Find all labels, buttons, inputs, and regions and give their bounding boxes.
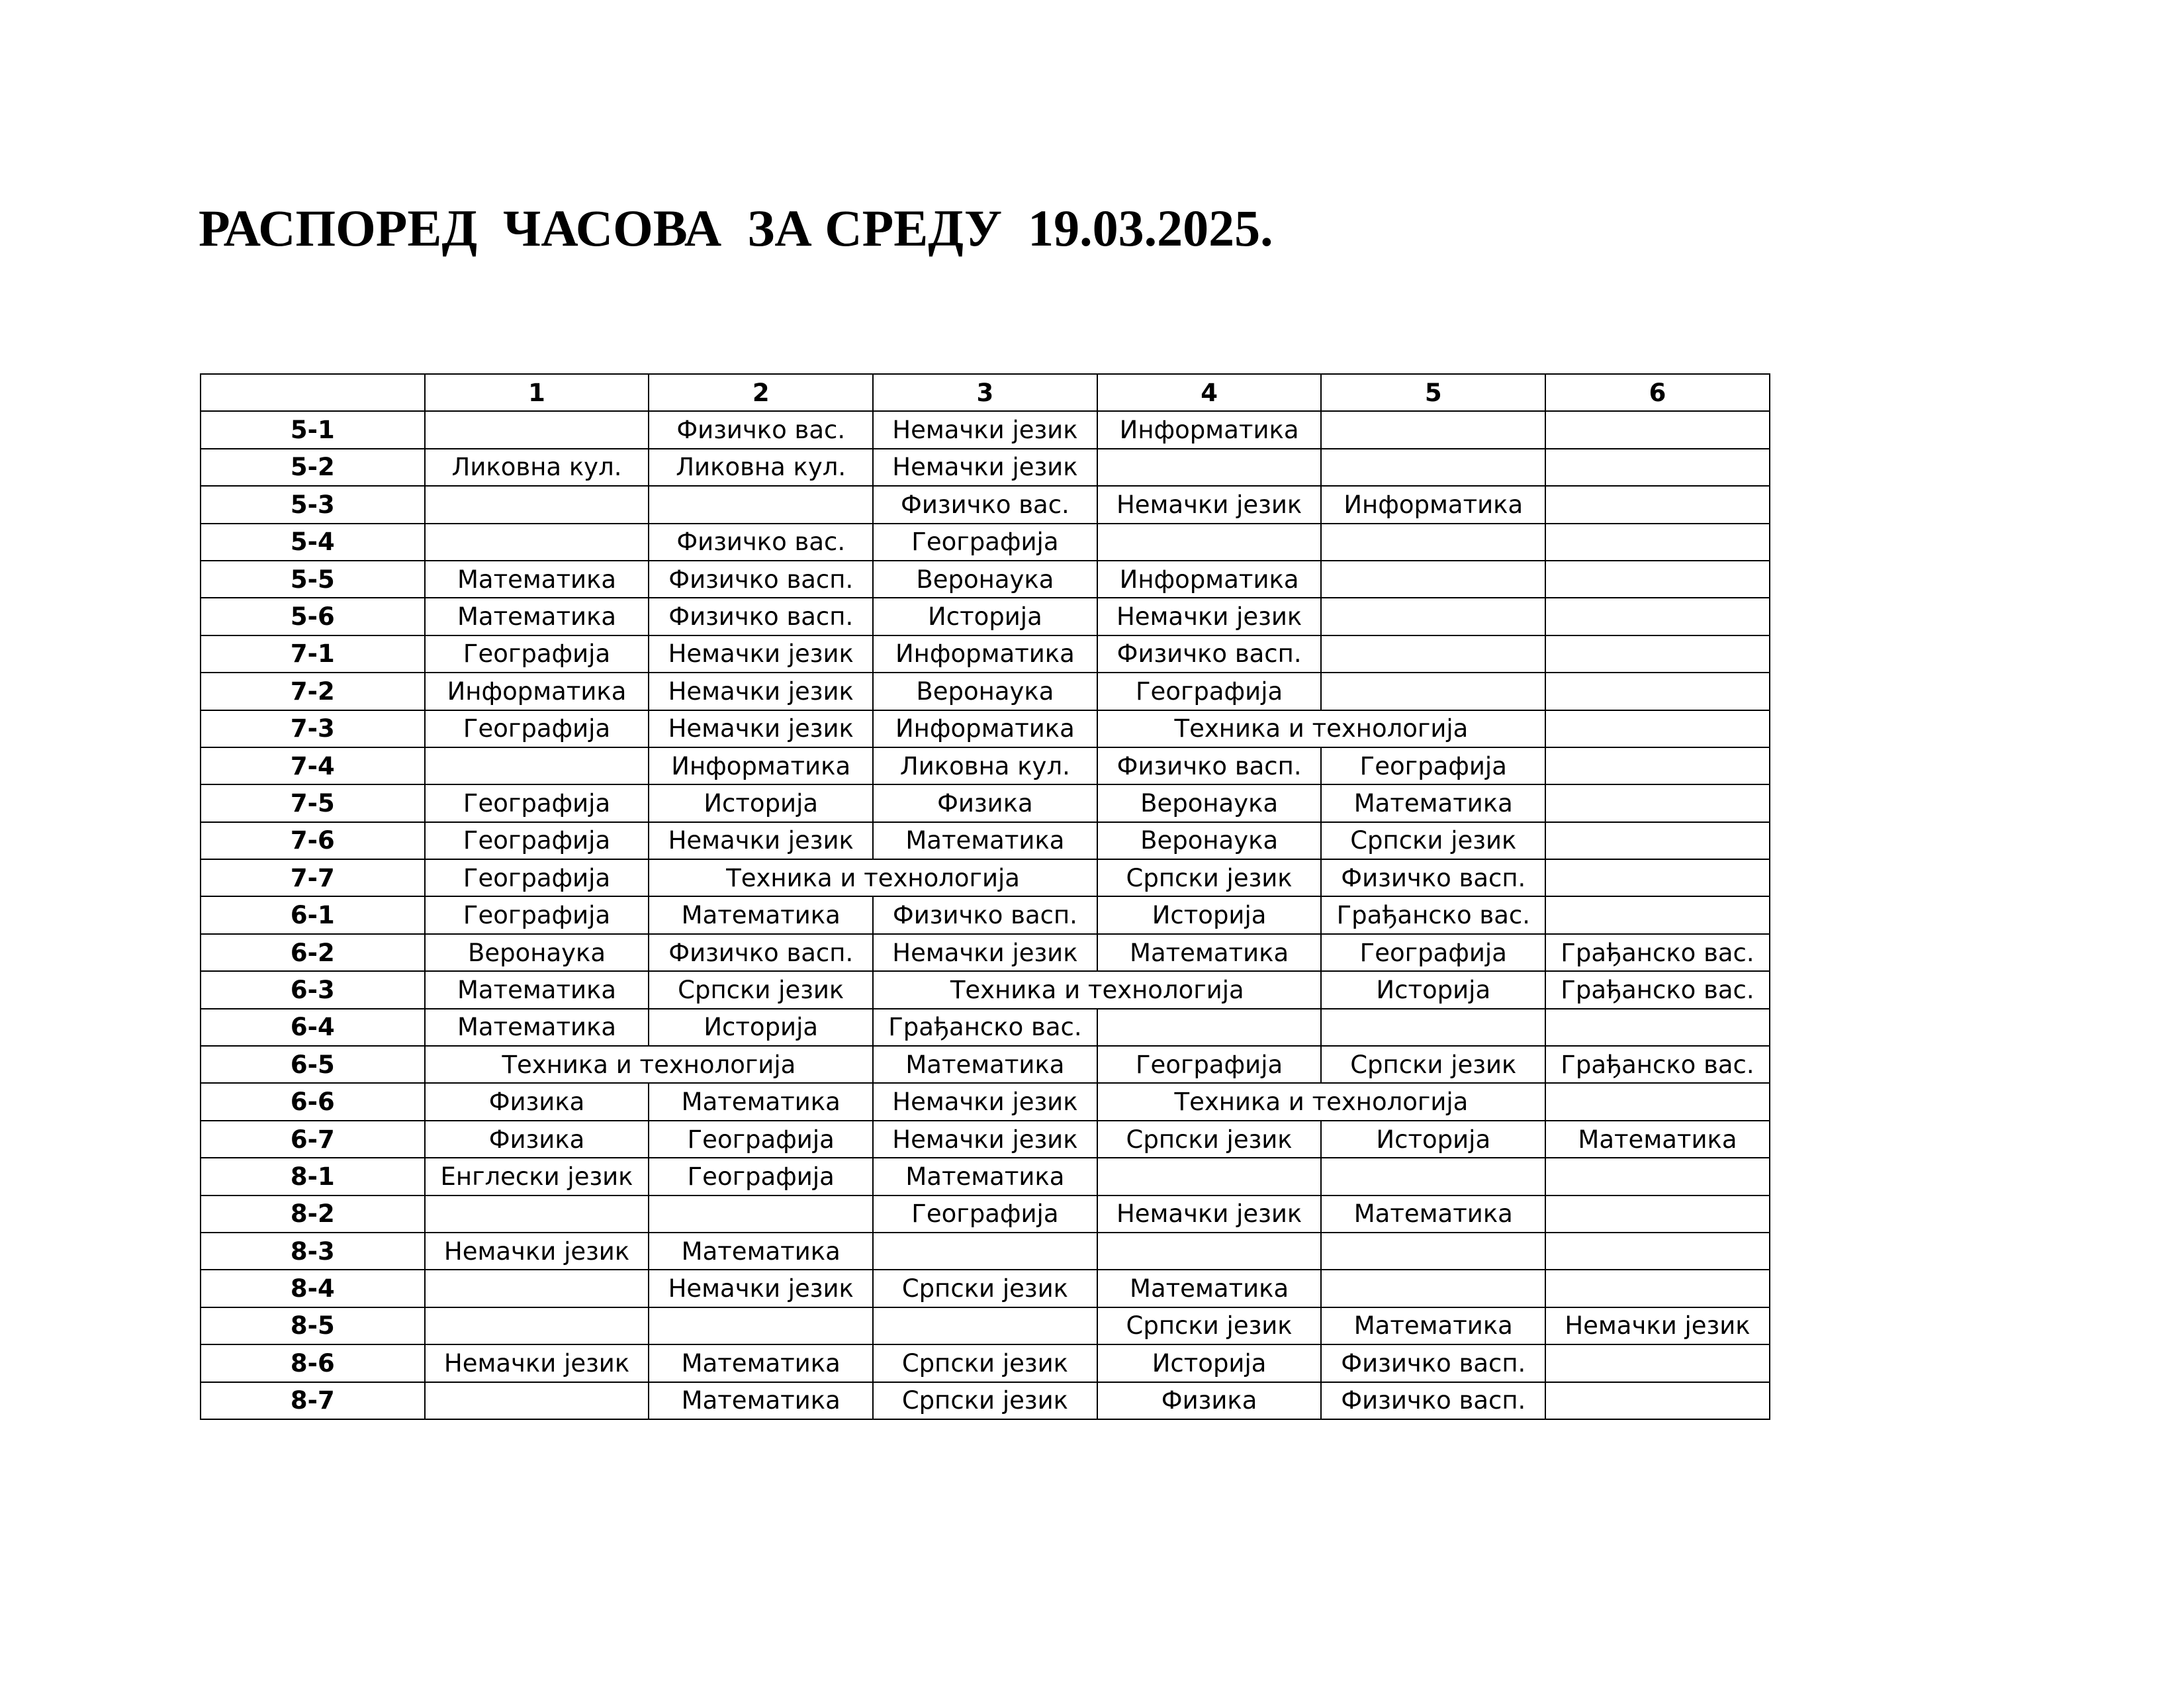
lesson-cell: [1545, 411, 1770, 448]
header-cell-period-5: 5: [1321, 374, 1545, 411]
lesson-cell: Географија: [649, 1158, 873, 1195]
class-label: 7-4: [201, 747, 425, 784]
class-label: 6-2: [201, 934, 425, 971]
lesson-cell: Грађанско вас.: [1545, 934, 1770, 971]
lesson-cell: Географија: [1097, 673, 1322, 710]
table-row: [201, 1083, 1770, 1120]
lesson-cell: Немачки језик: [1097, 486, 1322, 523]
lesson-cell: Техника и технологија: [425, 1046, 873, 1083]
header-cell-period-3: 3: [873, 374, 1097, 411]
lesson-cell: Историја: [649, 784, 873, 821]
lesson-cell: [1545, 859, 1770, 896]
lesson-cell: Географија: [1097, 1046, 1322, 1083]
lesson-cell: Географија: [425, 784, 649, 821]
table-row: [201, 710, 1770, 747]
lesson-cell: Математика: [649, 1233, 873, 1270]
class-label: 6-3: [201, 971, 425, 1008]
table-row: [201, 486, 1770, 523]
lesson-cell: Немачки језик: [649, 635, 873, 673]
lesson-cell: [1321, 598, 1545, 635]
lesson-cell: Историја: [1097, 896, 1322, 933]
lesson-cell: Немачки језик: [1545, 1307, 1770, 1344]
lesson-cell: [1321, 1009, 1545, 1046]
lesson-cell: Немачки језик: [873, 411, 1097, 448]
lesson-cell: Географија: [873, 1196, 1097, 1233]
lesson-cell: [1545, 1083, 1770, 1120]
lesson-cell: Географија: [1321, 934, 1545, 971]
table-row: [201, 1158, 1770, 1195]
header-cell-class: [201, 374, 425, 411]
lesson-cell: [1097, 1158, 1322, 1195]
lesson-cell: Физичко васп.: [1321, 1344, 1545, 1382]
table-row: [201, 971, 1770, 1008]
lesson-cell: [1097, 1233, 1322, 1270]
class-label: 8-7: [201, 1382, 425, 1419]
lesson-cell: Ликовна кул.: [873, 747, 1097, 784]
class-label: 8-4: [201, 1270, 425, 1307]
lesson-cell: Техника и технологија: [1097, 710, 1545, 747]
lesson-cell: Енглески језик: [425, 1158, 649, 1195]
lesson-cell: Математика: [873, 1046, 1097, 1083]
class-label: 5-6: [201, 598, 425, 635]
class-label: 8-3: [201, 1233, 425, 1270]
lesson-cell: Математика: [649, 896, 873, 933]
lesson-cell: Географија: [649, 1121, 873, 1158]
lesson-cell: Географија: [425, 859, 649, 896]
header-row: [201, 374, 1770, 411]
lesson-cell: Веронаука: [873, 561, 1097, 598]
lesson-cell: Немачки језик: [1097, 1196, 1322, 1233]
class-label: 6-4: [201, 1009, 425, 1046]
lesson-cell: Немачки језик: [873, 449, 1097, 486]
table-row: [201, 859, 1770, 896]
table-row: [201, 524, 1770, 561]
table-row: [201, 747, 1770, 784]
lesson-cell: [425, 486, 649, 523]
lesson-cell: Математика: [649, 1344, 873, 1382]
lesson-cell: [1545, 635, 1770, 673]
lesson-cell: [1545, 486, 1770, 523]
lesson-cell: [1321, 524, 1545, 561]
table-row: [201, 449, 1770, 486]
lesson-cell: [1545, 784, 1770, 821]
lesson-cell: Математика: [873, 1158, 1097, 1195]
table-row: [201, 1196, 1770, 1233]
lesson-cell: Техника и технологија: [873, 971, 1321, 1008]
class-label: 7-3: [201, 710, 425, 747]
lesson-cell: Немачки језик: [873, 1083, 1097, 1120]
lesson-cell: [1321, 1158, 1545, 1195]
lesson-cell: Историја: [873, 598, 1097, 635]
class-label: 5-2: [201, 449, 425, 486]
class-label: 5-4: [201, 524, 425, 561]
lesson-cell: Српски језик: [873, 1344, 1097, 1382]
lesson-cell: Историја: [1321, 1121, 1545, 1158]
class-label: 8-5: [201, 1307, 425, 1344]
class-label: 6-6: [201, 1083, 425, 1120]
lesson-cell: Физичко васп.: [873, 896, 1097, 933]
lesson-cell: [1545, 1158, 1770, 1195]
page-title: РАСПОРЕД ЧАСОВА ЗА СРЕДУ 19.03.2025.: [199, 199, 1273, 257]
header-cell-period-2: 2: [649, 374, 873, 411]
lesson-cell: Информатика: [1097, 411, 1322, 448]
table-row: [201, 1009, 1770, 1046]
lesson-cell: [425, 1382, 649, 1419]
class-label: 6-7: [201, 1121, 425, 1158]
header-cell-period-1: 1: [425, 374, 649, 411]
lesson-cell: Физика: [425, 1121, 649, 1158]
lesson-cell: [873, 1233, 1097, 1270]
lesson-cell: [1321, 635, 1545, 673]
table-row: [201, 822, 1770, 859]
lesson-cell: Грађанско вас.: [1321, 896, 1545, 933]
lesson-cell: Математика: [649, 1382, 873, 1419]
lesson-cell: Веронаука: [1097, 784, 1322, 821]
lesson-cell: Географија: [425, 896, 649, 933]
lesson-cell: Веронаука: [873, 673, 1097, 710]
table-row: [201, 411, 1770, 448]
lesson-cell: Математика: [425, 561, 649, 598]
lesson-cell: Српски језик: [1321, 1046, 1545, 1083]
lesson-cell: [1097, 1009, 1322, 1046]
table-row: [201, 1233, 1770, 1270]
class-label: 7-6: [201, 822, 425, 859]
lesson-cell: Физика: [873, 784, 1097, 821]
table-row: [201, 673, 1770, 710]
table-row: [201, 896, 1770, 933]
lesson-cell: [1545, 1270, 1770, 1307]
lesson-cell: Немачки језик: [649, 673, 873, 710]
lesson-cell: Српски језик: [1321, 822, 1545, 859]
lesson-cell: [1545, 1196, 1770, 1233]
lesson-cell: Географија: [1321, 747, 1545, 784]
schedule-body: [201, 411, 1770, 1419]
lesson-cell: Историја: [1097, 1344, 1322, 1382]
lesson-cell: Немачки језик: [425, 1233, 649, 1270]
lesson-cell: [1545, 524, 1770, 561]
lesson-cell: [425, 1196, 649, 1233]
table-row: [201, 784, 1770, 821]
lesson-cell: [1545, 822, 1770, 859]
lesson-cell: Немачки језик: [1097, 598, 1322, 635]
lesson-cell: [1321, 449, 1545, 486]
lesson-cell: Историја: [1321, 971, 1545, 1008]
lesson-cell: [425, 1307, 649, 1344]
lesson-cell: Географија: [425, 635, 649, 673]
table-row: [201, 561, 1770, 598]
lesson-cell: Физика: [1097, 1382, 1322, 1419]
lesson-cell: Веронаука: [425, 934, 649, 971]
class-label: 7-2: [201, 673, 425, 710]
table-row: [201, 635, 1770, 673]
lesson-cell: Физичко вас.: [873, 486, 1097, 523]
lesson-cell: Физичко васп.: [649, 934, 873, 971]
class-label: 7-1: [201, 635, 425, 673]
lesson-cell: Математика: [1097, 934, 1322, 971]
lesson-cell: Математика: [425, 1009, 649, 1046]
lesson-cell: [1545, 449, 1770, 486]
lesson-cell: Српски језик: [1097, 1307, 1322, 1344]
lesson-cell: [1545, 1233, 1770, 1270]
lesson-cell: [1321, 561, 1545, 598]
table-row: [201, 598, 1770, 635]
table-row: [201, 1344, 1770, 1382]
lesson-cell: Физичко васп.: [649, 561, 873, 598]
lesson-cell: [1545, 673, 1770, 710]
class-label: 5-3: [201, 486, 425, 523]
lesson-cell: Физичко вас.: [649, 524, 873, 561]
lesson-cell: Математика: [1321, 784, 1545, 821]
lesson-cell: Информатика: [425, 673, 649, 710]
lesson-cell: Математика: [649, 1083, 873, 1120]
lesson-cell: Немачки језик: [649, 822, 873, 859]
lesson-cell: [1545, 747, 1770, 784]
lesson-cell: Физичко васп.: [649, 598, 873, 635]
lesson-cell: Информатика: [1321, 486, 1545, 523]
lesson-cell: Ликовна кул.: [425, 449, 649, 486]
lesson-cell: Техника и технологија: [649, 859, 1097, 896]
lesson-cell: Немачки језик: [873, 1121, 1097, 1158]
lesson-cell: Географија: [873, 524, 1097, 561]
lesson-cell: Физичко васп.: [1097, 747, 1322, 784]
lesson-cell: [1321, 1270, 1545, 1307]
lesson-cell: Немачки језик: [649, 1270, 873, 1307]
lesson-cell: [1545, 1344, 1770, 1382]
class-label: 8-1: [201, 1158, 425, 1195]
lesson-cell: Информатика: [1097, 561, 1322, 598]
lesson-cell: Физичко васп.: [1097, 635, 1322, 673]
table-row: [201, 1121, 1770, 1158]
lesson-cell: Физичко васп.: [1321, 859, 1545, 896]
lesson-cell: Немачки језик: [649, 710, 873, 747]
table-row: [201, 1270, 1770, 1307]
lesson-cell: Математика: [1321, 1196, 1545, 1233]
lesson-cell: Математика: [425, 598, 649, 635]
lesson-cell: [1321, 673, 1545, 710]
lesson-cell: [1545, 710, 1770, 747]
lesson-cell: [649, 486, 873, 523]
lesson-cell: Ликовна кул.: [649, 449, 873, 486]
schedule-table: [200, 373, 1770, 1420]
lesson-cell: Физика: [425, 1083, 649, 1120]
lesson-cell: Географија: [425, 710, 649, 747]
class-label: 6-1: [201, 896, 425, 933]
lesson-cell: Грађанско вас.: [1545, 1046, 1770, 1083]
lesson-cell: [1545, 1009, 1770, 1046]
lesson-cell: Српски језик: [1097, 1121, 1322, 1158]
lesson-cell: Српски језик: [873, 1382, 1097, 1419]
header-cell-period-6: 6: [1545, 374, 1770, 411]
lesson-cell: Математика: [1097, 1270, 1322, 1307]
class-label: 7-7: [201, 859, 425, 896]
lesson-cell: Математика: [873, 822, 1097, 859]
table-row: [201, 1046, 1770, 1083]
lesson-cell: Српски језик: [1097, 859, 1322, 896]
class-label: 6-5: [201, 1046, 425, 1083]
lesson-cell: Историја: [649, 1009, 873, 1046]
lesson-cell: [1545, 561, 1770, 598]
table-row: [201, 1382, 1770, 1419]
lesson-cell: [649, 1307, 873, 1344]
lesson-cell: [425, 411, 649, 448]
lesson-cell: Географија: [425, 822, 649, 859]
lesson-cell: Математика: [425, 971, 649, 1008]
lesson-cell: Информатика: [649, 747, 873, 784]
lesson-cell: [1545, 896, 1770, 933]
lesson-cell: Грађанско вас.: [1545, 971, 1770, 1008]
table-row: [201, 934, 1770, 971]
lesson-cell: Немачки језик: [873, 934, 1097, 971]
class-label: 7-5: [201, 784, 425, 821]
lesson-cell: [1097, 449, 1322, 486]
lesson-cell: Српски језик: [873, 1270, 1097, 1307]
lesson-cell: [1321, 1233, 1545, 1270]
lesson-cell: Српски језик: [649, 971, 873, 1008]
lesson-cell: [1545, 1382, 1770, 1419]
lesson-cell: [425, 747, 649, 784]
lesson-cell: [425, 524, 649, 561]
lesson-cell: Математика: [1545, 1121, 1770, 1158]
lesson-cell: [425, 1270, 649, 1307]
lesson-cell: Математика: [1321, 1307, 1545, 1344]
lesson-cell: Немачки језик: [425, 1344, 649, 1382]
class-label: 5-1: [201, 411, 425, 448]
lesson-cell: Информатика: [873, 635, 1097, 673]
class-label: 5-5: [201, 561, 425, 598]
lesson-cell: Техника и технологија: [1097, 1083, 1545, 1120]
class-label: 8-6: [201, 1344, 425, 1382]
table-row: [201, 1307, 1770, 1344]
lesson-cell: [1097, 524, 1322, 561]
lesson-cell: [1321, 411, 1545, 448]
lesson-cell: Физичко васп.: [1321, 1382, 1545, 1419]
header-cell-period-4: 4: [1097, 374, 1322, 411]
lesson-cell: [873, 1307, 1097, 1344]
lesson-cell: Физичко вас.: [649, 411, 873, 448]
class-label: 8-2: [201, 1196, 425, 1233]
lesson-cell: Грађанско вас.: [873, 1009, 1097, 1046]
lesson-cell: Информатика: [873, 710, 1097, 747]
lesson-cell: [1545, 598, 1770, 635]
lesson-cell: Веронаука: [1097, 822, 1322, 859]
lesson-cell: [649, 1196, 873, 1233]
